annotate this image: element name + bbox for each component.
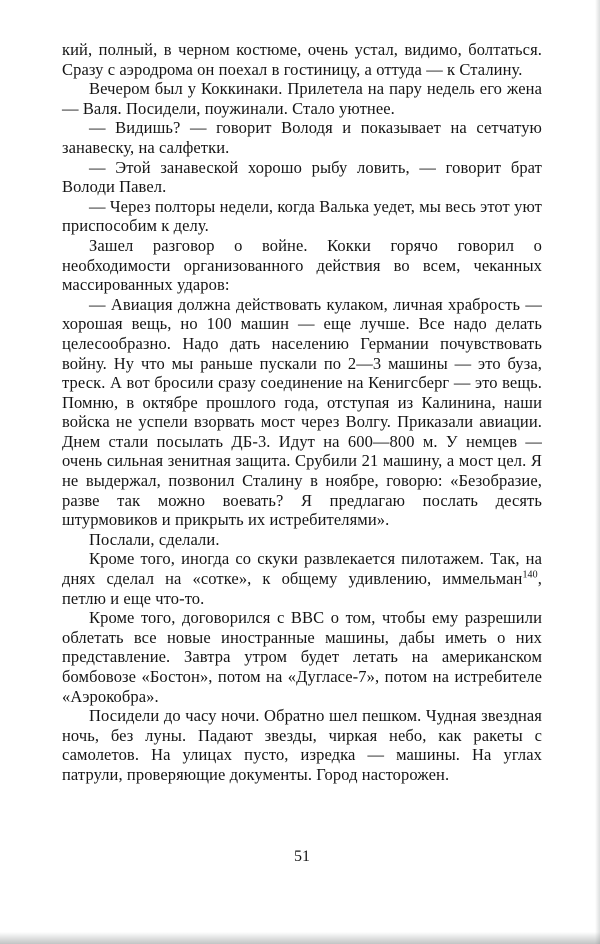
text-block (62, 40, 542, 785)
paragraph (62, 706, 542, 784)
paragraph (62, 40, 542, 79)
paragraph (62, 197, 542, 236)
paragraph (62, 158, 542, 197)
text-run: , петлю и еще что-то. (62, 569, 542, 608)
text-run: кий, полный, в черном костюме, очень устал, видимо, болтаться. Сразу с аэродрома он поехал в гостиницу, а оттуда — к Сталину. (62, 40, 542, 79)
paragraph (62, 118, 542, 157)
paragraph (62, 549, 542, 608)
text-run: Послали, сделали. (89, 529, 220, 549)
text-run: Кроме того, иногда со скуки развлекается пилотажем. Так, на днях сделал на «сотке», к общему удивлению, иммельман (62, 549, 542, 589)
text-run: Кроме того, договорился с ВВС о том, чтобы ему разрешили облетать все новые иностранные машины, дабы иметь о них представление. Завтра утром будет летать на американском бомбовозе «Бостон», потом на «Дугласе-7», потом на истребителе «Аэрокобра». (62, 608, 542, 706)
text-run: — Видишь? — говорит Володя и показывает на сетчатую занавеску, на салфетки. (62, 118, 542, 157)
text-run: Посидели до часу ночи. Обратно шел пешком. Чудная звездная ночь, без луны. Падают звезды, чиркая небо, как ракеты с самолетов. На улицах пусто, изредка — машины. На углах патрули, проверяющие документы. Город насторожен. (62, 706, 542, 784)
text-run: Вечером был у Коккинаки. Прилетела на пару недель его жена — Валя. Посидели, поужинали. Стало уютнее. (62, 79, 542, 118)
text-run: — Через полторы недели, когда Валька уедет, мы весь этот уют приспособим к делу. (62, 196, 542, 236)
text-run: — Авиация должна действовать кулаком, личная храбрость — хорошая вещь, но 100 машин — еще лучше. Все надо делать целесообразно. Надо дать населению Германии почувствовать войну. Ну что мы раньше пускали по 2—3 машины — это буза, треск. А вот бросили сразу соединение на Кенигсберг — это вещь. Помню, в октябре прошлого года, отступая из Калинина, наши войска не успели взорвать мост через Волгу. Приказали авиации. Днем стали посылать ДБ-3. Идут на 600—800 м. У немцев — очень сильная зенитная защита. Срубили 21 машину, а мост цел. Я не выдержал, позвонил Сталину в ноябре, говорю: «Безобразие, разве так можно воевать? Я предлагаю послать десять штурмовиков и прикрыть их истребителями». (62, 294, 542, 530)
paragraph (62, 608, 542, 706)
text-run: — Этой занавеской хорошо рыбу ловить, — говорит брат Володи Павел. (62, 157, 542, 197)
paragraph (62, 295, 542, 530)
paragraph (62, 530, 542, 550)
paragraph (62, 236, 542, 295)
page-number: 51 (294, 848, 310, 865)
scan-shadow-right (595, 0, 600, 944)
scan-shadow-bottom (0, 932, 600, 944)
text-run: Зашел разговор о войне. Кокки горячо говорил о необходимости организованного действия во всем, чеканных массированных ударов: (62, 235, 542, 295)
paragraph (62, 79, 542, 118)
footnote-marker: 140 (522, 569, 538, 581)
